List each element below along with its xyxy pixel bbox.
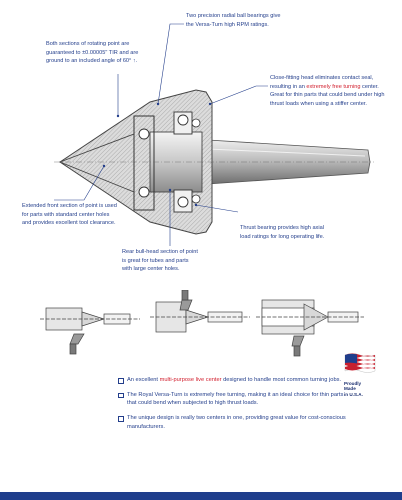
illustration-tube-center <box>256 300 364 356</box>
rear-section-annotation: Rear bull-head section of point is great for tubes and parts with large center holes. <box>122 249 198 273</box>
made-in-usa-badge <box>344 352 378 397</box>
made-in-usa-label: Proudly Made in U.S.A. <box>344 381 363 397</box>
rotating-point-annotation: Both sections of rotating point are guaranteed to ±0.00005" TIR and are ground to an included angle of 60° ↑. <box>46 41 139 65</box>
footer-bar <box>0 492 402 500</box>
illustration-tool-clearance <box>150 290 250 332</box>
ball <box>178 197 188 207</box>
ball <box>192 119 200 127</box>
bearings-annotation: Two precision radial ball bearings give the Versa-Turn high RPM ratings. <box>186 13 281 28</box>
ball <box>192 195 200 203</box>
bullet-item: The Royal Versa-Turn is extremely free turning, making it an ideal choice for thin parts that could bend when subjected to high thrust loads. <box>118 391 350 408</box>
thrust-bearing-annotation: Thrust bearing provides high axial load ratings for long operating life. <box>240 225 325 240</box>
ball <box>178 115 188 125</box>
highlight-text: extremely free turning <box>306 83 361 90</box>
bullet-item: An excellent multi-purpose live center designed to handle most common turning jobs. <box>118 376 350 385</box>
us-flag-icon <box>344 352 376 374</box>
bullet-checkbox-icon <box>118 393 124 399</box>
bullet-item: The unique design is really two centers in one, providing great value for cost-conscious manufacturers. <box>118 414 350 431</box>
highlight-text: multi-purpose live center <box>159 377 222 383</box>
feature-bullets <box>118 376 350 438</box>
usage-illustrations <box>0 290 402 360</box>
ball <box>139 129 149 139</box>
bullet-checkbox-icon <box>118 416 124 422</box>
ball <box>139 187 149 197</box>
illustration-standard-center <box>40 308 140 354</box>
bullet-checkbox-icon <box>118 378 124 384</box>
head-annotation: Close-fitting head eliminates contact seal, resulting in an extremely free turning center. Great for thin parts that could bend under high thrust loads when using a stiffer center. <box>270 75 385 107</box>
front-section-annotation: Extended front section of point is used for parts with standard center holes and provides excellent tool clearance. <box>22 203 117 227</box>
